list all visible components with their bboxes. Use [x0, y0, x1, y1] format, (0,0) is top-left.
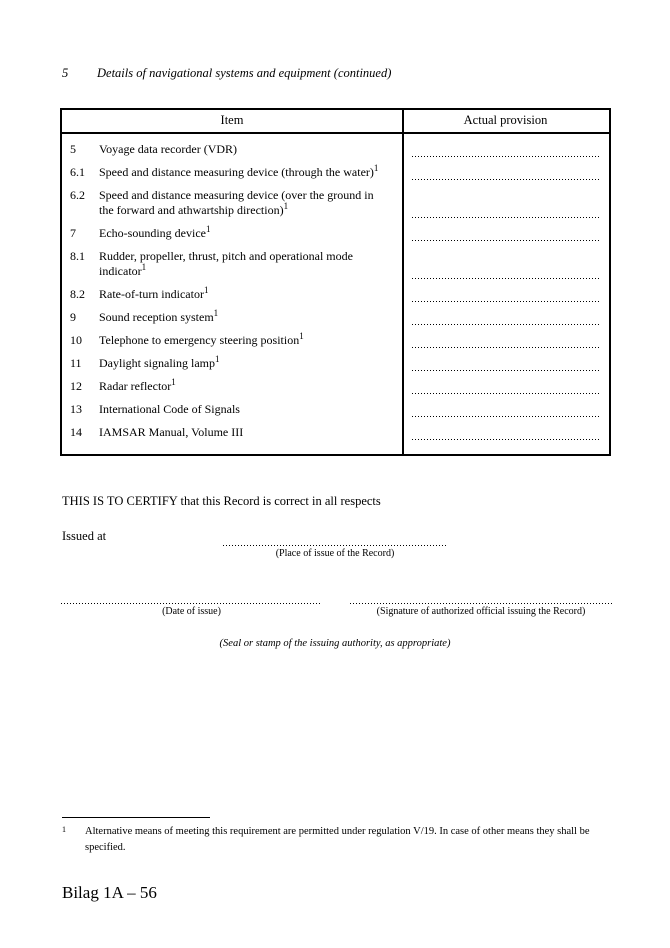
item-cell — [62, 379, 402, 394]
item-cell — [62, 188, 402, 218]
provision-cell — [402, 287, 609, 302]
footnote-ref: 1 — [171, 377, 176, 387]
item-text: Voyage data recorder (VDR) — [99, 142, 238, 156]
footnote-separator — [62, 817, 210, 818]
signature-fill-line[interactable] — [350, 603, 612, 604]
footnote-ref: 1 — [215, 354, 220, 364]
actual-provision-fill-line[interactable] — [412, 240, 601, 241]
footnote-marker: 1 — [62, 825, 66, 834]
item-text: Echo-sounding device$^1$ — [99, 224, 211, 240]
footnote-ref: 1 — [205, 224, 211, 234]
provision-cell — [402, 226, 609, 241]
item-text: Speed and distance measuring device (through the water)$^1$ — [99, 163, 379, 179]
footnote-ref: 1 — [141, 262, 147, 272]
table-row — [62, 188, 609, 218]
provision-cell — [402, 379, 609, 394]
footnote — [62, 824, 608, 856]
item-number: 6.2 — [70, 188, 85, 202]
actual-provision-fill-line[interactable] — [412, 370, 601, 371]
item-cell — [62, 142, 402, 157]
footnote-ref: 1 — [203, 285, 209, 295]
page-footer-label: Bilag 1A – 56 — [62, 883, 157, 902]
table-column-divider — [402, 110, 404, 454]
item-number: 8.1 — [70, 249, 85, 263]
table-row — [62, 402, 609, 417]
item-text: Speed and distance measuring device (over the ground in the forward and athwartship direction)$^1$ — [99, 188, 374, 217]
item-number: 14 — [70, 425, 82, 439]
item-number: 5 — [70, 142, 76, 156]
table-row — [62, 165, 609, 180]
section-number: 5 — [62, 66, 69, 80]
item-cell — [62, 287, 402, 302]
item-text: Telephone to emergency steering position$^1$ — [99, 331, 304, 347]
actual-provision-fill-line[interactable] — [412, 217, 601, 218]
footnote-ref: 1 — [373, 163, 379, 173]
footnote-ref: 1 — [213, 308, 219, 318]
item-cell — [62, 226, 402, 241]
provision-cell — [402, 249, 609, 279]
item-number: 11 — [70, 356, 82, 370]
item-cell — [62, 249, 402, 279]
item-number: 10 — [70, 333, 82, 347]
section-heading — [62, 66, 391, 81]
place-of-issue-fill-line[interactable] — [223, 545, 447, 546]
item-text: Daylight signaling lamp$^1$ — [99, 354, 220, 370]
table-row — [62, 379, 609, 394]
table-row — [62, 142, 609, 157]
provision-cell — [402, 402, 609, 417]
place-of-issue-caption: (Place of issue of the Record) — [275, 548, 395, 559]
item-text: Radar reflector$^1$ — [99, 377, 176, 393]
table-row — [62, 310, 609, 325]
item-text: Rate-of-turn indicator$^1$ — [99, 285, 209, 301]
provision-cell — [402, 188, 609, 218]
item-number: 8.2 — [70, 287, 85, 301]
actual-provision-fill-line[interactable] — [412, 439, 601, 440]
actual-provision-fill-line[interactable] — [412, 179, 601, 180]
table-row — [62, 356, 609, 371]
item-number: 13 — [70, 402, 82, 416]
table-row — [62, 226, 609, 241]
footnote-text: Alternative means of meeting this requirement are permitted under regulation V/19. In case of other means they shall be specified. — [85, 826, 590, 853]
table-body — [62, 134, 609, 454]
table-header-row — [62, 110, 609, 134]
section-title: Details of navigational systems and equipment (continued) — [97, 66, 392, 80]
signature-caption: (Signature of authorized official issuing the Record) — [376, 606, 586, 617]
table-row — [62, 287, 609, 302]
actual-provision-fill-line[interactable] — [412, 416, 601, 417]
item-number: 7 — [70, 226, 76, 240]
provision-cell — [402, 142, 609, 157]
equipment-table — [60, 108, 611, 456]
item-text: International Code of Signals — [99, 402, 240, 416]
certify-statement: THIS IS TO CERTIFY that this Record is correct in all respects — [62, 494, 381, 508]
item-cell — [62, 333, 402, 348]
date-of-issue-fill-line[interactable] — [61, 603, 322, 604]
actual-provision-fill-line[interactable] — [412, 156, 601, 157]
actual-provision-fill-line[interactable] — [412, 278, 601, 279]
provision-cell — [402, 356, 609, 371]
footnote-ref: 1 — [283, 201, 289, 211]
seal-stamp-caption: (Seal or stamp of the issuing authority, as appropriate) — [219, 638, 451, 649]
item-cell — [62, 165, 402, 180]
item-cell — [62, 310, 402, 325]
actual-provision-fill-line[interactable] — [412, 393, 601, 394]
item-cell — [62, 402, 402, 417]
item-text: IAMSAR Manual, Volume III — [99, 425, 244, 439]
footnote-ref: 1 — [299, 331, 304, 341]
column-header-item: Item — [220, 113, 244, 127]
item-number: 12 — [70, 379, 82, 393]
actual-provision-fill-line[interactable] — [412, 324, 601, 325]
item-text: Rudder, propeller, thrust, pitch and operational mode indicator$^1$ — [99, 249, 353, 278]
item-number: 6.1 — [70, 165, 85, 179]
table-row — [62, 425, 609, 440]
item-cell — [62, 425, 402, 440]
item-text: Sound reception system$^1$ — [99, 308, 219, 324]
issued-at-label: Issued at — [62, 529, 107, 543]
column-header-actual-provision: Actual provision — [463, 113, 548, 127]
actual-provision-fill-line[interactable] — [412, 347, 601, 348]
table-row — [62, 333, 609, 348]
date-of-issue-caption: (Date of issue) — [162, 606, 221, 617]
item-cell — [62, 356, 402, 371]
provision-cell — [402, 333, 609, 348]
provision-cell — [402, 310, 609, 325]
provision-cell — [402, 165, 609, 180]
provision-cell — [402, 425, 609, 440]
item-number: 9 — [70, 310, 76, 324]
actual-provision-fill-line[interactable] — [412, 301, 601, 302]
table-row — [62, 249, 609, 279]
